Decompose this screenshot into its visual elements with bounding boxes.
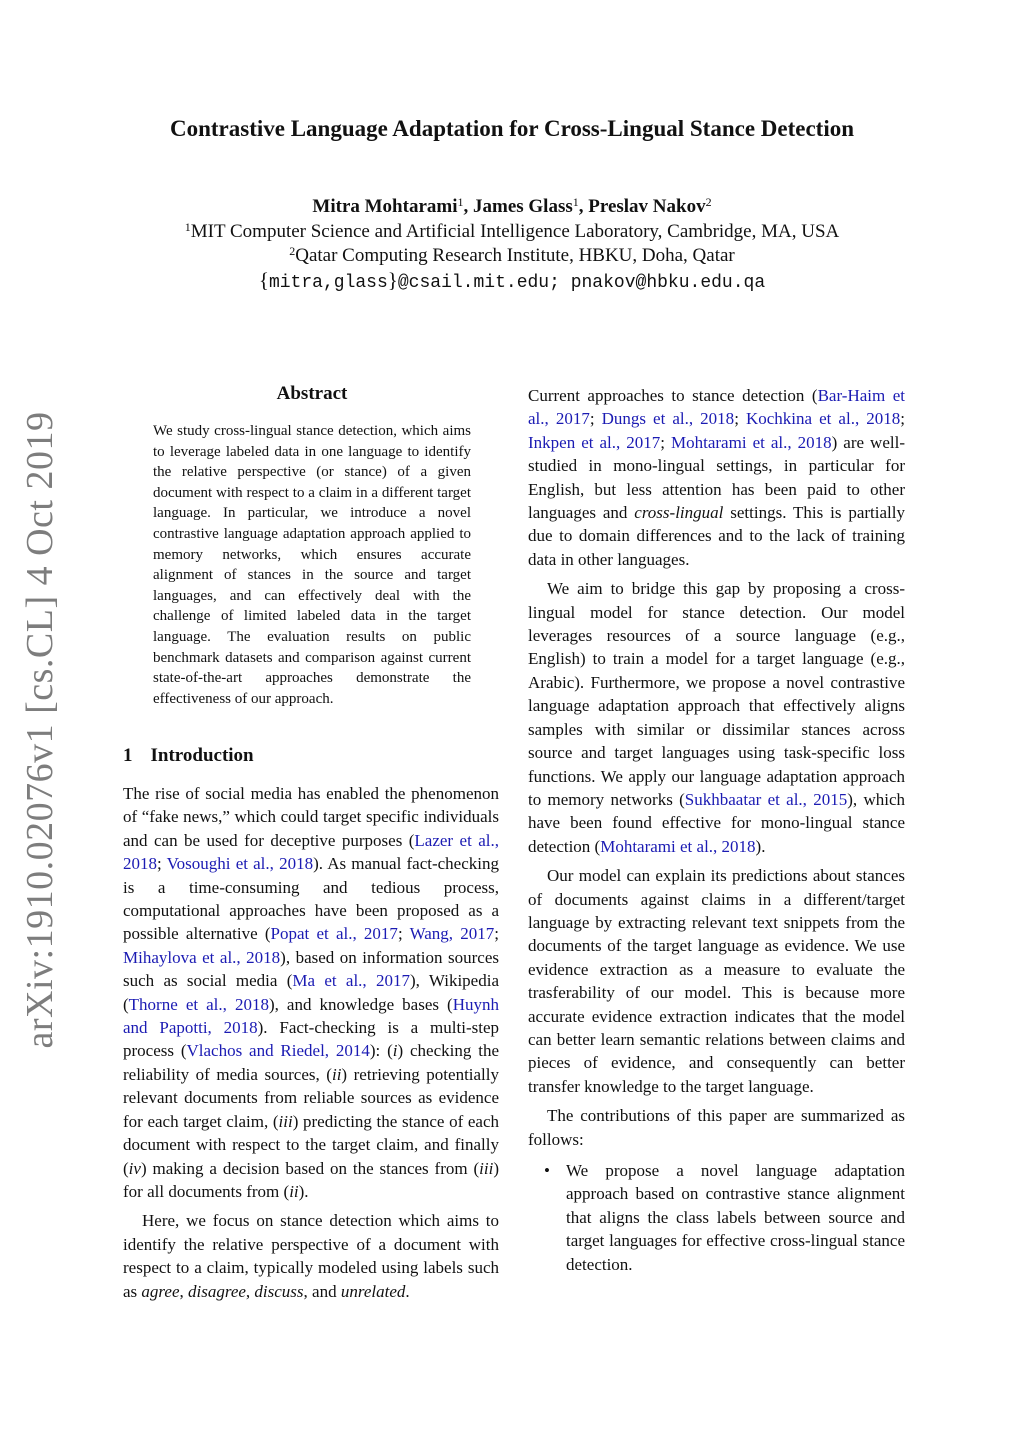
citation-link[interactable]: Kochkina et al., 2018 bbox=[745, 409, 901, 429]
affiliation-mark: 2 bbox=[289, 244, 296, 258]
author-list: Mitra Mohtarami$^1$, James Glass$^1$, Preslav Nakov$^2$ bbox=[312, 195, 712, 217]
arxiv-id-text: arXiv:1910.02076v1 [cs.CL] 4 Oct 2019 bbox=[19, 411, 61, 1049]
right-column bbox=[528, 384, 905, 1276]
citation-link[interactable]: Sukhbaatar et al., 2015 bbox=[684, 789, 848, 809]
affiliation-text: Qatar Computing Research Institute, HBKU, Doha, Qatar bbox=[295, 245, 735, 266]
citation-link[interactable]: Ma et al., 2017 bbox=[292, 971, 410, 991]
citation-link[interactable]: Popat et al., 2017 bbox=[270, 924, 398, 944]
bullet-icon: • bbox=[544, 1161, 550, 1180]
affiliation-mark: 1 bbox=[184, 220, 191, 234]
intro-paragraph-2: Here, we focus on stance detection which aims to identify the relative perspective of a document with respect to a claim, typically modeled using labels such as agree, disagree, discuss, and unrelated. bbox=[123, 1211, 499, 1301]
abstract-body: We study cross-lingual stance detection, which aims to leverage labeled data in one language to identify the relative perspective (or stance) of a given document with respect to a claim in a different target language. In particular, we introduce a novel contrastive language adaptation approach applied to memory networks, which ensures accurate alignment of stances in the source and target languages, and can effectively deal with the challenge of limited labeled data in the target language. The evaluation results on public benchmark datasets and comparison against current state-of-the-art approaches demonstrate the effectiveness of our approach. bbox=[153, 423, 471, 707]
author-name: Preslav Nakov bbox=[588, 196, 706, 217]
intro-paragraph-3: Current approaches to stance detection (Bar-Haim et al., 2017; Dungs et al., 2018; Kochkina et al., 2018; Inkpen et al., 2017; Mohtarami et al., 2018) are well-studied in mono-lingual settings, in particular for English, but less attention has been paid to other languages and cross-lingual settings. This is partially due to domain differences and to the lack of training data in other languages. bbox=[528, 386, 906, 569]
email-rest: @csail.mit.edu; pnakov@hbku.edu.qa bbox=[397, 273, 766, 293]
author-emails: {mitra,glass}@csail.mit.edu; pnakov@hbku.edu.qa bbox=[258, 268, 766, 293]
affiliation-qcri bbox=[0, 245, 1024, 267]
citation-link[interactable]: Lazer et al., 2018 bbox=[123, 830, 499, 874]
citation-link[interactable]: Huynh and Papotti, 2018 bbox=[123, 994, 499, 1038]
section-title: Introduction bbox=[150, 745, 254, 766]
citation-link[interactable]: Bar-Haim et al., 2017 bbox=[528, 386, 906, 429]
citation-link[interactable]: Mihaylova et al., 2018 bbox=[123, 947, 281, 967]
author-affil-mark: 2 bbox=[705, 195, 712, 209]
citation-link[interactable]: Thorne et al., 2018 bbox=[128, 994, 269, 1014]
citation-link[interactable]: Mohtarami et al., 2018 bbox=[671, 432, 832, 452]
paper-title: Contrastive Language Adaptation for Cross-Lingual Stance Detection bbox=[169, 116, 855, 141]
citation-link[interactable]: Vlachos and Riedel, 2014 bbox=[186, 1041, 370, 1061]
author-name: James Glass bbox=[473, 196, 573, 217]
author-affil-mark: 1 bbox=[572, 195, 579, 209]
intro-paragraph-5: Our model can explain its predictions about stances of documents against claims in a different/target language by extracting relevant text snippets from the documents of the target language as evidence. We use evidence extraction as a measure to evaluate the trasferability of our model. This is because more accurate evidence extraction indicates that the model can better learn semantic relations between claims and pieces of evidence, and consequently can better transfer knowledge to the target language. bbox=[528, 866, 905, 1096]
email-names: mitra,glass bbox=[268, 273, 388, 293]
affiliation-mit bbox=[0, 221, 1024, 243]
intro-paragraph-1: The rise of social media has enabled the phenomenon of “fake news,” which could target specific individuals and can be used for deceptive purposes (Lazer et al., 2018; Vosoughi et al., 2018). As manual fact-checking is a time-consuming and tedious process, computational approaches have been proposed as a possible alternative (Popat et al., 2017; Wang, 2017; Mihaylova et al., 2018), based on information sources such as social media (Ma et al., 2017), Wikipedia (Thorne et al., 2018), and knowledge bases (Huynh and Papotti, 2018). Fact-checking is a multi-step process (Vlachos and Riedel, 2014): (i) checking the reliability of media sources, (ii) retrieving potentially relevant documents from reliable sources as evidence for each target claim, (iii) predicting the stance of each document with respect to the target claim, and finally (iv) making a decision based on the stances from (iii) for all documents from (ii). bbox=[123, 784, 500, 1201]
bullet-text: We propose a novel language adaptation approach based on contrastive stance alignment that aligns the class labels between source and target languages for effective cross-lingual stance detection. bbox=[566, 1161, 905, 1274]
citation-link[interactable]: Wang, 2017 bbox=[409, 924, 495, 944]
section-heading-introduction bbox=[123, 745, 254, 767]
contribution-bullet bbox=[528, 1159, 905, 1276]
author-name: Mitra Mohtarami bbox=[312, 196, 458, 217]
citation-link[interactable]: Dungs et al., 2018 bbox=[601, 409, 735, 429]
author-affil-mark: 1 bbox=[457, 195, 464, 209]
section-number: 1 bbox=[123, 745, 133, 766]
left-column bbox=[123, 782, 499, 1303]
intro-paragraph-4: We aim to bridge this gap by proposing a cross-lingual model for stance detection. Our model leverages resources of a source language (e.g., English) to train a model for a target language (e.g., Arabic). Furthermore, we propose a novel contrastive language adaptation approach that effectively aligns samples with similar or dissimilar stances across source and target languages using task-specific loss functions. We apply our language adaptation approach to memory networks (Sukhbaatar et al., 2015), which have been found effective for mono-lingual stance detection (Mohtarami et al., 2018). bbox=[528, 579, 905, 856]
citation-link[interactable]: Mohtarami et al., 2018 bbox=[600, 836, 756, 856]
intro-paragraph-6: The contributions of this paper are summarized as follows: bbox=[528, 1106, 905, 1149]
citation-link[interactable]: Vosoughi et al., 2018 bbox=[166, 854, 314, 874]
affiliation-text: MIT Computer Science and Artificial Intelligence Laboratory, Cambridge, MA, USA bbox=[190, 221, 840, 242]
citation-link[interactable]: Inkpen et al., 2017 bbox=[528, 432, 661, 452]
abstract-heading: Abstract bbox=[276, 383, 348, 404]
